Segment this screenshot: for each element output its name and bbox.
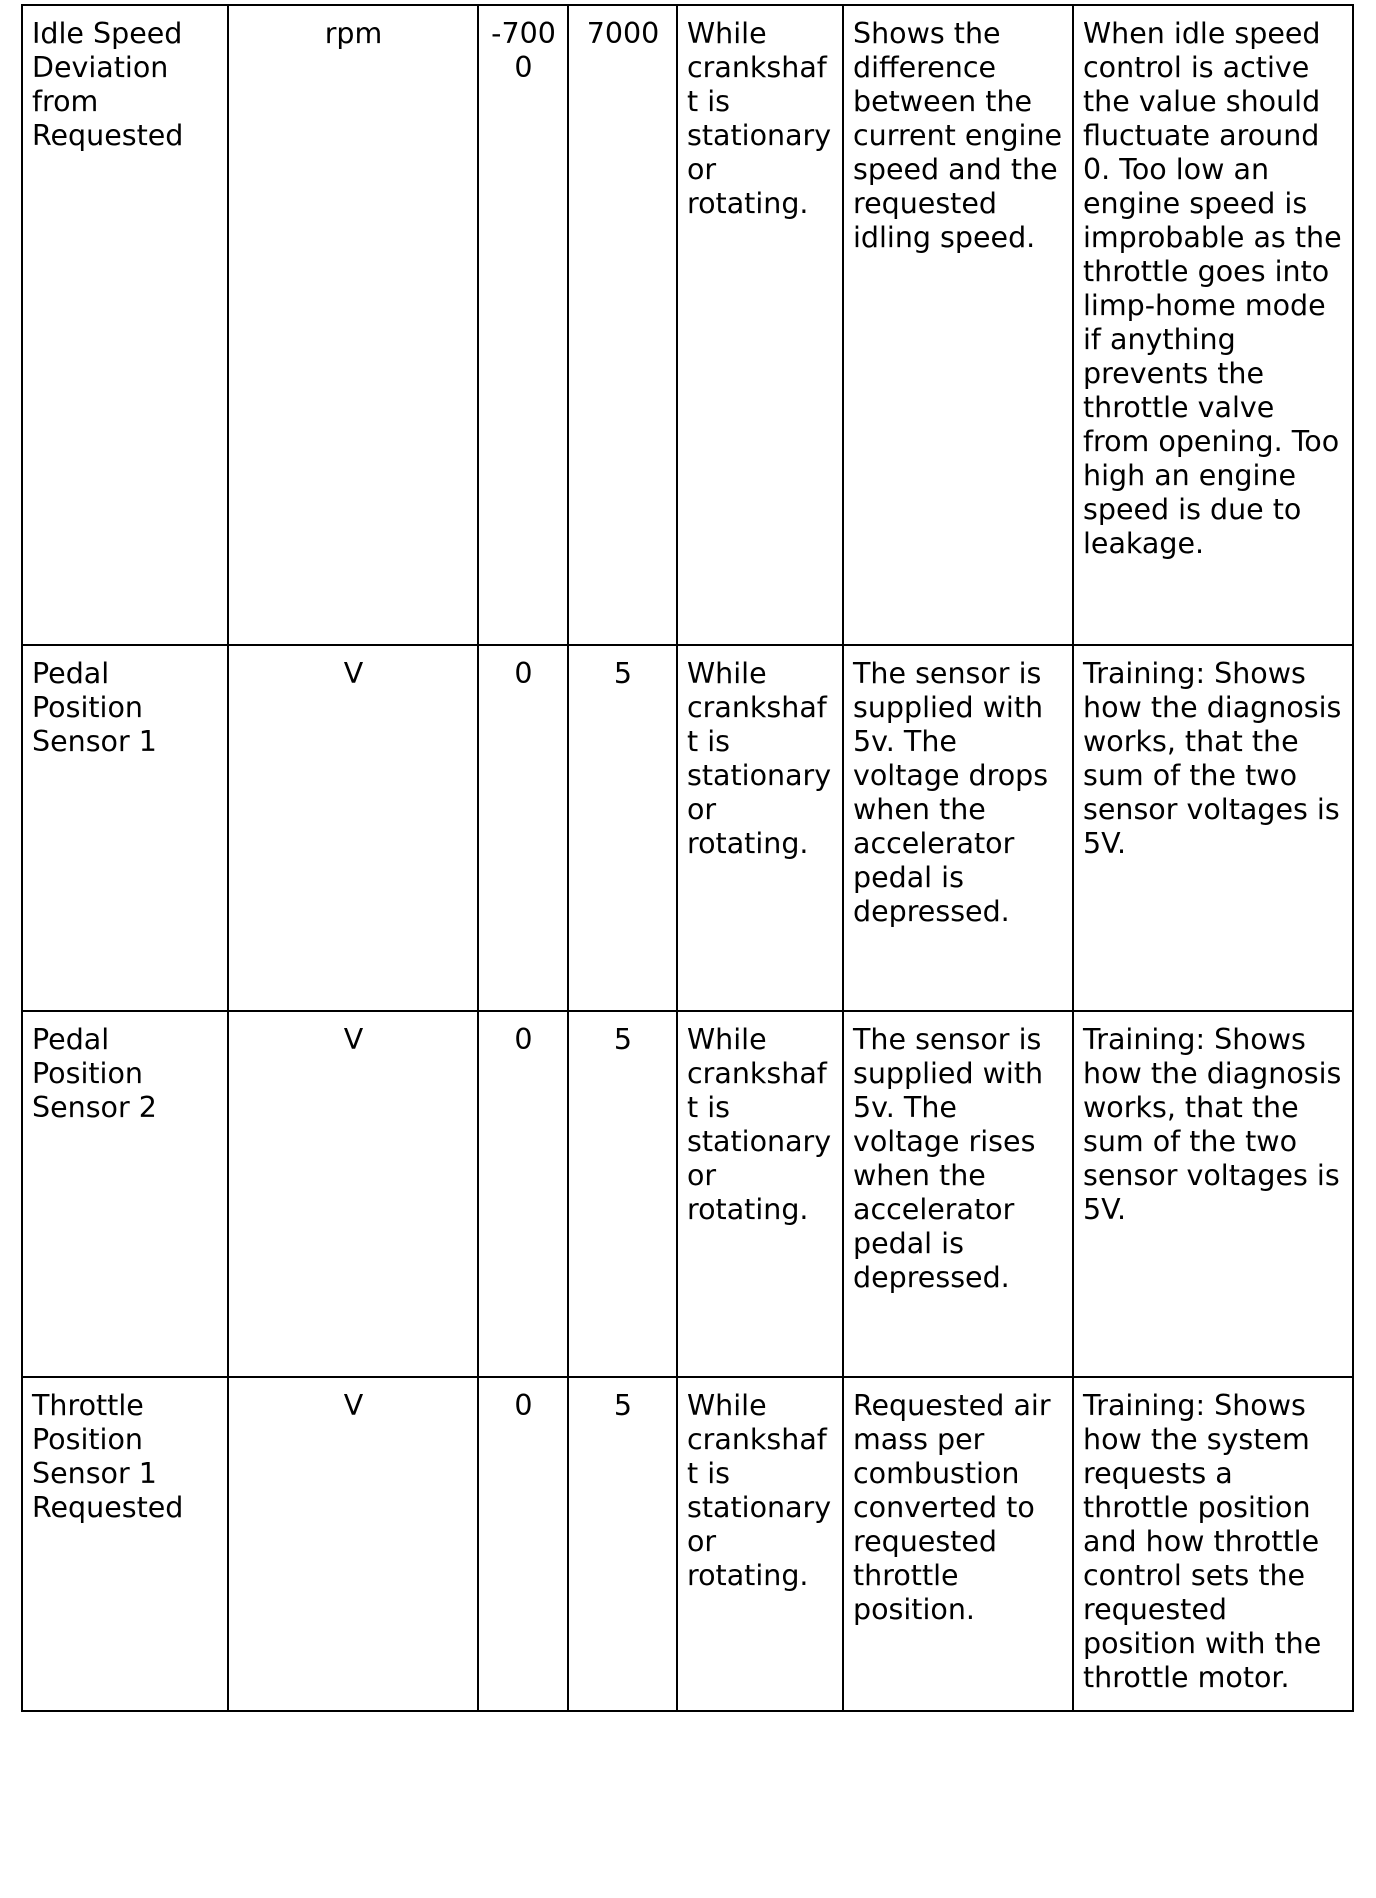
notes-cell — [1073, 645, 1353, 1011]
unit: rpm — [324, 17, 383, 50]
table-row — [22, 645, 1353, 1011]
max-value-cell — [568, 1377, 677, 1711]
notes: Training: Shows how the system requests a throttle position and how throttle control sets the requested position with the throttle motor. — [1083, 1389, 1322, 1694]
min-value: -7000 — [491, 17, 556, 84]
description: The sensor is supplied with 5v. The voltage rises when the accelerator pedal is depressed. — [853, 1023, 1044, 1294]
parameter-name: Pedal Position Sensor 2 — [32, 1023, 157, 1124]
condition-cell — [677, 1011, 843, 1377]
notes: Training: Shows how the diagnosis works, that the sum of the two sensor voltages is 5V. — [1083, 1023, 1342, 1226]
min-value-cell — [478, 1011, 568, 1377]
max-value: 5 — [613, 657, 633, 690]
unit-cell — [228, 5, 478, 645]
condition-cell — [677, 645, 843, 1011]
table-row — [22, 1011, 1353, 1377]
unit-cell — [228, 1377, 478, 1711]
max-value: 5 — [613, 1389, 633, 1422]
max-value-cell — [568, 5, 677, 645]
table-row — [22, 1377, 1353, 1711]
notes: When idle speed control is active the value should fluctuate around 0. Too low an engine speed is improbable as the throttle goes into limp-home mode if anything prevents the throttle valve from opening. Too high an engine speed is due to leakage. — [1083, 17, 1342, 560]
description: The sensor is supplied with 5v. The voltage drops when the accelerator pedal is depressed. — [853, 657, 1049, 928]
unit: V — [343, 1023, 364, 1056]
min-value: 0 — [514, 1389, 533, 1422]
parameter-name-cell — [22, 5, 228, 645]
condition: While crankshaft is stationary or rotating. — [687, 1023, 832, 1226]
notes: Training: Shows how the diagnosis works, that the sum of the two sensor voltages is 5V. — [1083, 657, 1342, 860]
description-cell — [843, 1011, 1073, 1377]
min-value-cell — [478, 5, 568, 645]
max-value-cell — [568, 645, 677, 1011]
description-cell — [843, 5, 1073, 645]
parameter-name: Throttle Position Sensor 1 Requested — [32, 1389, 184, 1524]
parameter-name: Pedal Position Sensor 1 — [32, 657, 157, 758]
parameter-name-cell — [22, 1011, 228, 1377]
description: Shows the difference between the current engine speed and the requested idling speed. — [853, 17, 1063, 254]
max-value: 5 — [613, 1023, 633, 1056]
min-value-cell — [478, 645, 568, 1011]
min-value: 0 — [514, 1023, 533, 1056]
condition-cell — [677, 1377, 843, 1711]
condition: While crankshaft is stationary or rotating. — [687, 1389, 832, 1592]
parameter-name: Idle Speed Deviation from Requested — [32, 17, 184, 152]
condition: While crankshaft is stationary or rotating. — [687, 657, 832, 860]
min-value: 0 — [514, 657, 533, 690]
parameter-table — [21, 4, 1354, 1712]
unit: V — [343, 1389, 364, 1422]
parameter-name-cell — [22, 1377, 228, 1711]
unit: V — [343, 657, 364, 690]
unit-cell — [228, 645, 478, 1011]
condition-cell — [677, 5, 843, 645]
description-cell — [843, 1377, 1073, 1711]
table-row — [22, 5, 1353, 645]
notes-cell — [1073, 5, 1353, 645]
max-value: 7000 — [586, 17, 660, 50]
description: Requested air mass per combustion converted to requested throttle position. — [853, 1389, 1051, 1626]
min-value-cell — [478, 1377, 568, 1711]
notes-cell — [1073, 1011, 1353, 1377]
max-value-cell — [568, 1011, 677, 1377]
unit-cell — [228, 1011, 478, 1377]
condition: While crankshaft is stationary or rotating. — [687, 17, 832, 220]
notes-cell — [1073, 1377, 1353, 1711]
parameter-name-cell — [22, 645, 228, 1011]
description-cell — [843, 645, 1073, 1011]
